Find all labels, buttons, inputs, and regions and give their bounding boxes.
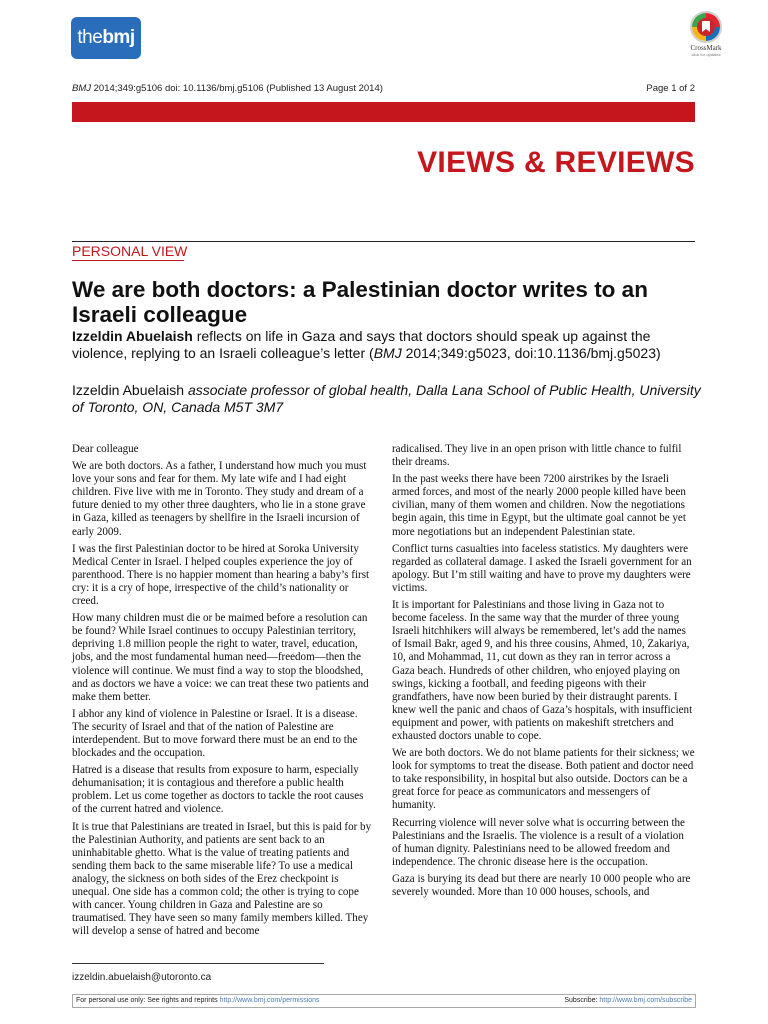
citation-journal: BMJ (72, 83, 91, 94)
article-kicker: PERSONAL VIEW (72, 243, 188, 259)
crossmark-icon (689, 10, 723, 44)
kicker-underline (72, 260, 184, 261)
paragraph: How many children must die or be maimed before a resolution can be found? While Israel continues to occupy Palestinian territory, depriving 1.8 million people the right to water, travel, education, jobs, and the most fundamental human need—freedom—then the violence will continue. We must find a way to stop the bloodshed, and as doctors we have a voice: we can treat these two patients and make them better. (72, 612, 369, 703)
section-divider (72, 241, 695, 242)
paragraph: Gaza is burying its dead but there are nearly 10 000 people who are severely wounded. More than 10 000 houses, schools, and (392, 872, 691, 898)
standfirst-text-2: 2014;349:g5023, doi:10.1136/bmj.g5023) (401, 344, 661, 361)
crossmark-label: CrossMark (690, 44, 722, 52)
paragraph: Hatred is a disease that results from exposure to harm, especially dehumanisation; it is contagious and therefore a public health problem. Let us come together as doctors to tackle the root causes of the current hatred and violence. (72, 764, 364, 816)
affiliation-role: associate professor of global health, Dalla Lana School of Public Health, University of Toronto, ON, Canada M5T 3M7 (72, 382, 701, 415)
footer-subscribe-text: Subscribe: (564, 997, 600, 1004)
paragraph: I abhor any kind of violence in Palestine or Israel. It is a disease. The security of Israel and that of the nation of Palestine are interdependent. But to move forward there must be an end to the blockades and the occupation. (72, 707, 358, 760)
page-footer (72, 994, 696, 1008)
paragraph: Recurring violence will never solve what is occurring between the Palestinians and the Israelis. The violence is a result of a violation of human dignity. Palestinians need to be allowed freedom and independence. The chronic disease here is the occupation. (392, 816, 685, 868)
standfirst-author: Izzeldin Abuelaish (72, 328, 193, 344)
section-title: VIEWS & REVIEWS (417, 146, 695, 179)
footer-rights-text: For personal use only: See rights and reprints (76, 997, 220, 1004)
header-red-bar (72, 102, 695, 122)
article-title: We are both doctors: a Palestinian doctor writes to an Israeli colleague (72, 277, 648, 327)
affiliation-name: Izzeldin Abuelaish (72, 382, 188, 398)
body-column-right (392, 443, 695, 903)
paragraph: radicalised. They live in an open prison with little chance to fulfil their dreams. (392, 443, 682, 469)
paragraph: It is true that Palestinians are treated in Israel, but this is paid for by the Palestinian Authority, and patients are sent back to an uninhabitable ghetto. What is the value of treating patients and sending them back to the same miserable life? To use a medical analogy, the sickness on both sides of the Erez checkpoint is unequal. One side has a common cold; the other is trying to cope with cancer. Young children in Gaza and Palestine are so traumatised. They have seen so many family members killed. They will develop a sense of hatred and become (72, 820, 372, 938)
page-number: Page 1 of 2 (646, 83, 695, 94)
footer-rights (76, 995, 320, 1007)
crossmark-sub: click for updates (691, 52, 721, 57)
logo-the: the (77, 27, 103, 48)
standfirst-text-1: reflects on life in Gaza and says that doctors should speak up against the violence, replying to an Israeli colleague’s letter ( (72, 328, 651, 361)
permissions-link[interactable]: http://www.bmj.com/permissions (219, 997, 320, 1004)
body-column-left (72, 443, 375, 942)
crossmark-badge[interactable] (684, 10, 728, 62)
bmj-logo[interactable] (71, 17, 141, 59)
standfirst-journal: BMJ (373, 344, 402, 361)
citation-line (72, 83, 383, 94)
paragraph: In the past weeks there have been 7200 airstrikes by the Israeli armed forces, and most of the nearly 2000 people killed have been civilian, many of them women and children. Now the negotiations begin again, this time in Egypt, but the ultimate goal cannot be yet more negotiations but an independent Palestinian state. (392, 473, 686, 538)
footer-subscribe (564, 995, 692, 1007)
author-email[interactable]: izzeldin.abuelaish@utoronto.ca (72, 972, 212, 983)
logo-bmj: bmj (102, 27, 135, 48)
article-standfirst (72, 328, 702, 361)
subscribe-link[interactable]: http://www.bmj.com/subscribe (599, 997, 692, 1004)
citation-details: 2014;349:g5106 doi: 10.1136/bmj.g5106 (Published 13 August 2014) (91, 83, 383, 94)
paragraph: We are both doctors. As a father, I understand how much you must love your sons and fear for them. My late wife and I had eight children. Five live with me in Toronto. They study and dream of a future denied to my other three daughters, who lie in a stone grave in Gaza, killed as teenagers by shellfire in the Israeli incursion of early 2009. (72, 460, 367, 538)
footnote-divider (72, 963, 324, 964)
author-affiliation (72, 382, 712, 415)
paragraph: It is important for Palestinians and those living in Gaza not to become faceless. In the same way that the murder of three young Israeli hitchhikers will always be remembered, let’s add the names of Ismail Bakr, aged 9, and his three cousins, Ahmed, 10, Zakariya, 10, and Mohammad, 11, cut down as they ran in terror across a Gaza beach. Hundreds of other children, who enjoyed playing on swings, kicking a football, and feeding pigeons with their grandfathers, have now been buried by their distraught parents. I knew well the panic and chaos of Gaza’s hospitals, with insufficient equipment and power, with patients on makeshift stretchers and exhausted doctors unable to cope. (392, 599, 693, 742)
paragraph: Conflict turns casualties into faceless statistics. My daughters were regarded as collateral damage. I asked the Israeli government for an apology. But I’m still waiting and have to prove my daughters were victims. (392, 542, 692, 594)
paragraph: I was the first Palestinian doctor to be hired at Soroka University Medical Center in Israel. I helped couples experience the joy of parenthood. There is no happier moment than hearing a baby’s first cry: it is a cry of hope, irrespective of the child’s nationality or creed. (72, 542, 370, 608)
paragraph: Dear colleague (72, 443, 139, 455)
paragraph: We are both doctors. We do not blame patients for their sickness; we look for symptoms to treat the disease. Both patient and doctor need to take responsibility, in hospital but also outside. Doctors can be a great force for peace as communicators and messengers of humanity. (392, 747, 695, 812)
